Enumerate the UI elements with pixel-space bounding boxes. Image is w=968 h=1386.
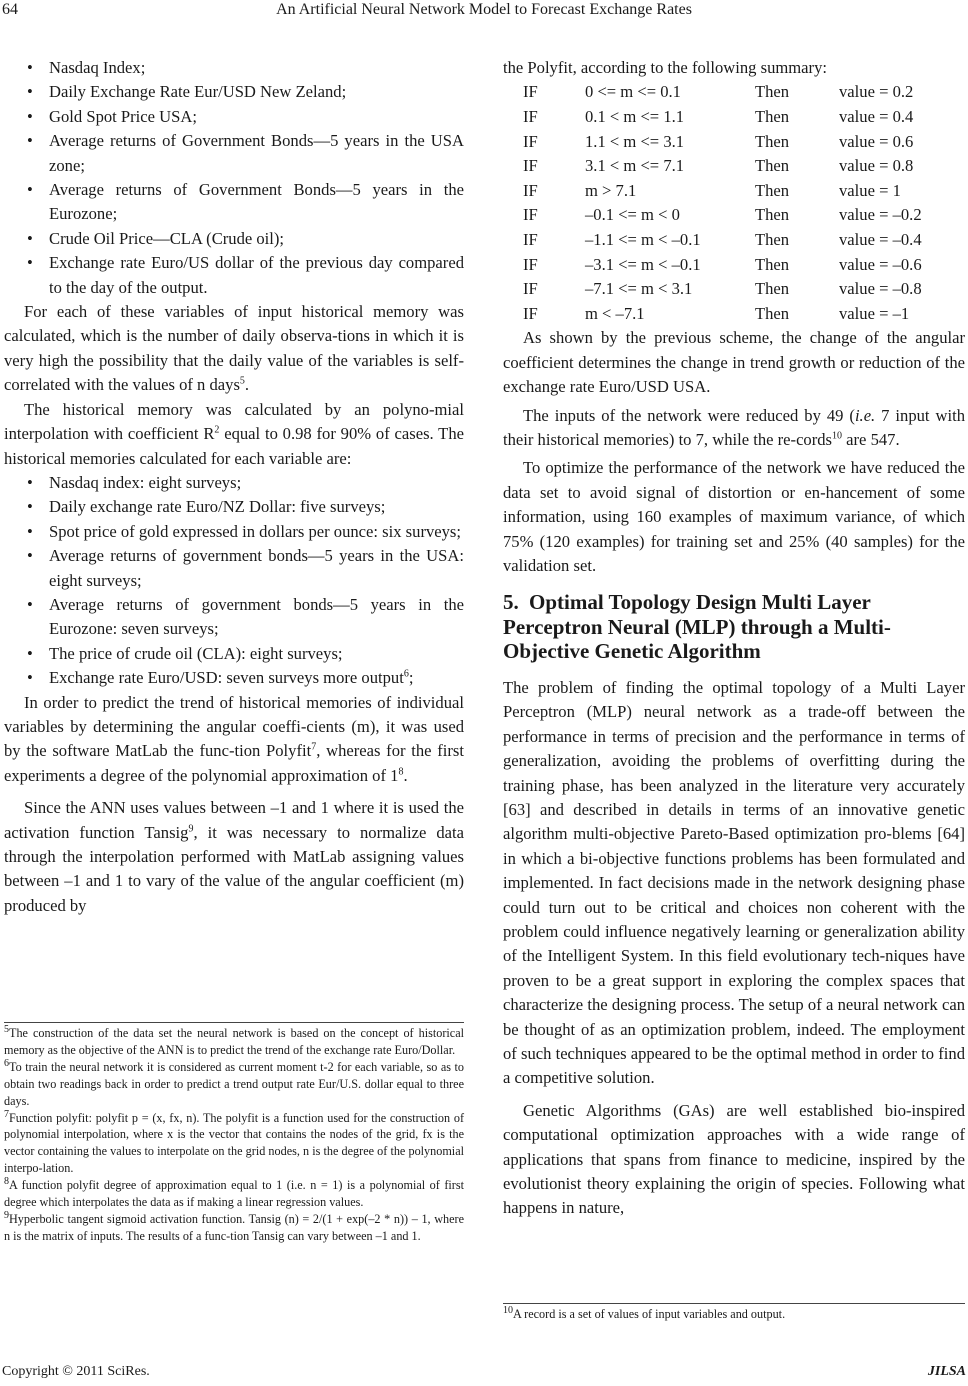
list-item: • Average returns of Government Bonds—5 years in the USA zone;	[27, 131, 464, 175]
rule-then: Then	[755, 156, 790, 176]
rule-if: IF	[523, 107, 538, 126]
list-item: • Nasdaq Index;	[4, 56, 464, 80]
paragraph: Genetic Algorithms (GAs) are well established bio-inspired computational optimization approaches with a wide range of applications that spans from finance to medicine, inspired by the evolutionist theory explaining the origin of species. Following what happens in nature,	[503, 1100, 965, 1218]
journal-name: JILSA	[927, 1364, 966, 1379]
footnote: $^5$The construction of the data set the neural network is based on the concept of historical memory as the objective of the ANN is to predict the trend of the exchange rate Euro/Dollar.	[4, 1023, 464, 1057]
rule-value: value = –0.4	[839, 229, 922, 249]
rule-row	[523, 203, 922, 228]
rule-condition: 1.1 < m <= 3.1	[585, 131, 685, 151]
bullet-icon: •	[27, 594, 33, 614]
bullet-icon: •	[27, 497, 33, 517]
historical-memory-list	[4, 471, 464, 691]
rule-condition: –7.1 <= m < 3.1	[585, 279, 693, 299]
rule-then: Then	[755, 107, 790, 126]
rule-if: IF	[523, 254, 538, 274]
rule-value: value = –1	[839, 303, 910, 323]
bullet-icon: •	[27, 521, 33, 541]
rule-row	[523, 179, 922, 204]
rule-if: IF	[523, 156, 538, 176]
rule-then: Then	[755, 180, 790, 200]
bullet-icon: •	[27, 643, 33, 663]
rule-condition: 0 <= m <= 0.1	[585, 82, 681, 102]
section-number: 5.	[503, 590, 519, 615]
input-variables-list	[4, 56, 464, 300]
rule-then: Then	[755, 254, 790, 274]
bullet-icon: •	[27, 546, 33, 566]
rule-value: value = 1	[839, 180, 901, 200]
list-item: • The price of crude oil (CLA): eight surveys;	[4, 642, 464, 666]
list-item: • Spot price of gold expressed in dollars per ounce: six surveys;	[4, 520, 464, 544]
paragraph: the Polyfit, according to the following summary:	[503, 58, 827, 77]
normalization-rules-table	[523, 80, 922, 326]
rule-row	[523, 302, 922, 327]
rule-value: value = 0.2	[839, 82, 914, 102]
rule-then: Then	[755, 82, 790, 102]
copyright-footer: Copyright © 2011 SciRes.	[2, 1364, 150, 1379]
list-item: • Crude Oil Price—CLA (Crude oil);	[4, 227, 464, 251]
rule-value: value = –0.2	[839, 205, 922, 225]
running-title: An Artificial Neural Network Model to Forecast Exchange Rates	[276, 1, 692, 18]
rule-then: Then	[755, 279, 790, 299]
rule-if: IF	[523, 205, 538, 225]
rule-if: IF	[523, 82, 538, 102]
rule-condition: 3.1 < m <= 7.1	[585, 156, 685, 176]
rule-if: IF	[523, 180, 538, 200]
rule-row	[523, 277, 922, 302]
paragraph: In order to predict the trend of historical memories of individual variables by determining the angular coeffi-cients (m), it was used by the software MatLab the func-tion Polyfit$^7$, whereas for the first experiments a degree of the polynomial approximation of $1^8$.	[4, 692, 464, 785]
bullet-icon: •	[27, 668, 33, 688]
rule-if: IF	[523, 229, 538, 249]
rule-then: Then	[755, 131, 790, 151]
paragraph: The historical memory was calculated by an polyno-mial interpolation with coefficient $R^2$ equal to 0.98 for 90% of cases. The historical memories calculated for each variable are:	[4, 399, 464, 468]
rule-value: value = –0.6	[839, 254, 922, 274]
paragraph: The inputs of the network were reduced by 49 (i.e. 7 input with their historical memories) to 7, while the re-cords$^{10}$ are 547.	[503, 405, 966, 449]
footnote-divider	[503, 1303, 965, 1304]
paragraph: For each of these variables of input historical memory was calculated, which is the number of daily observa-tions in which it is very high the possibility that the daily value of the variables is self-correlated with the values of n days$^5$.	[4, 302, 464, 395]
rule-if: IF	[523, 303, 538, 323]
rule-condition: –1.1 <= m < –0.1	[585, 229, 701, 249]
rule-then: Then	[755, 303, 790, 323]
rule-value: value = –0.8	[839, 279, 922, 299]
rule-value: value = 0.8	[839, 156, 914, 176]
list-item: • Average returns of Government Bonds—5 years in the Eurozone;	[27, 180, 464, 224]
footnote-divider	[4, 1022, 464, 1023]
rule-condition: m < –7.1	[585, 303, 645, 323]
rule-then: Then	[755, 229, 790, 249]
list-item: • Daily Exchange Rate Eur/USD New Zeland;	[4, 80, 464, 104]
list-item: • Gold Spot Price USA;	[4, 105, 464, 129]
footnotes-right	[503, 1306, 965, 1323]
rule-if: IF	[523, 279, 538, 299]
list-item: • Exchange rate Euro/USD: seven surveys more output$^6$;	[4, 666, 464, 690]
list-item: • Average returns of government bonds—5 years in the USA: eight surveys;	[27, 546, 464, 590]
rule-row	[523, 154, 922, 179]
rule-value: value = 0.6	[839, 131, 914, 151]
bullet-icon: •	[27, 253, 33, 273]
bullet-icon: •	[27, 131, 33, 151]
paragraph: The problem of finding the optimal topology of a Multi Layer Perceptron (MLP) neural network as a trade-off between the performance in terms of precision and the performance in terms of generalization, avoiding the problems of overfitting during the training phase, has been analyzed in the literature very accurately [63] and described in details in terms of an innovative genetic algorithm multi-objective Pareto-Based optimization pro-blems [64] in which a bi-objective functions problems has been formulated and implemented. In fact decisions made in the network designing phase could turn out to be critical and choices non coherent with the problem could influence negatively learning or generalization ability of the Intelligent System. In this field evolutionary tech-niques have proven to be a great support in exploring the complex spaces that characterize the designing process. The setup of a neural network can be thought of as an optimization problem, indeed. The employment of such techniques appeared to be the optimal method in order to find a competitive solution.	[503, 677, 965, 1088]
list-item: • Nasdaq index: eight surveys;	[4, 471, 464, 495]
list-item: • Exchange rate Euro/US dollar of the previous day compared to the day of the output.	[27, 253, 464, 297]
paragraph: As shown by the previous scheme, the change of the angular coefficient determines the change in trend growth or reduction of the exchange rate Euro/USD USA.	[503, 328, 965, 397]
bullet-icon: •	[27, 472, 33, 492]
bullet-icon: •	[27, 82, 33, 102]
rule-then: Then	[755, 205, 790, 225]
footnote: $^7$Function polyfit: polyfit p = (x, fx, n). The polyfit is a function used for the construction of polynomial interpolation, where x is the vector that contains the nodes of the grid, fx is the vector containing the values to interpolate on the grid nodes, n is the degree of the polynomial interpo-lation.	[4, 1108, 464, 1176]
rule-condition: –3.1 <= m < –0.1	[585, 254, 701, 274]
footnotes-left	[4, 1025, 464, 1245]
rule-condition: –0.1 <= m < 0	[585, 205, 680, 225]
bullet-icon: •	[27, 58, 33, 77]
rule-row	[523, 80, 922, 105]
rule-if: IF	[523, 131, 538, 151]
footnote: $^6$To train the neural network it is considered as current moment t-2 for each variable, so as to obtain two readings back in order to predict a trend output rate Eur/U.S. dollar equal to three days.	[4, 1057, 464, 1108]
right-column	[503, 56, 965, 1221]
rule-condition: m > 7.1	[585, 180, 637, 200]
left-column	[4, 56, 464, 918]
paragraph: Since the ANN uses values between –1 and 1 where it is used the activation function Tansig$^9$, it was necessary to normalize data through the interpolation performed with MatLab assigning values between –1 and 1 to vary of the value of the angular coefficient (m) produced by	[4, 798, 464, 915]
page-header	[0, 0, 968, 22]
section-heading	[503, 590, 965, 664]
footnote: $^8$A function polyfit degree of approximation equal to 1 (i.e. n = 1) is a polynomial of first degree which interpolates the data as if making a linear regression values.	[4, 1176, 464, 1210]
page-number: 64	[2, 1, 18, 18]
rule-row	[523, 253, 922, 278]
list-item: • Average returns of government bonds—5 years in the Eurozone: seven surveys;	[27, 594, 464, 639]
rule-row	[523, 105, 922, 130]
rule-row	[523, 228, 922, 253]
bullet-icon: •	[27, 180, 33, 200]
bullet-icon: •	[27, 106, 33, 126]
footnote: $^{10}$A record is a set of values of input variables and output.	[503, 1304, 786, 1321]
list-item: • Daily exchange rate Euro/NZ Dollar: five surveys;	[4, 495, 464, 519]
paragraph: To optimize the performance of the network we have reduced the data set to avoid signal of distortion or en-hancement of some information, using 160 examples of maximum variance, of which 75% (120 examples) for training set and 25% (40 samples) for the validation set.	[503, 458, 965, 575]
footnote: $^9$Hyperbolic tangent sigmoid activation function. Tansig (n) = 2/(1 + exp(–2 * n)) – 1, where n is the matrix of inputs. The results of a func-tion Tansig can vary between –1 and 1.	[4, 1209, 464, 1243]
rule-condition: 0.1 < m <= 1.1	[585, 107, 685, 126]
rule-row	[523, 130, 922, 155]
bullet-icon: •	[27, 228, 33, 248]
section-title: Optimal Topology Design Multi Layer Perceptron Neural (MLP) through a Multi-Objective Genetic Algorithm	[503, 590, 891, 664]
rule-value: value = 0.4	[839, 107, 914, 126]
